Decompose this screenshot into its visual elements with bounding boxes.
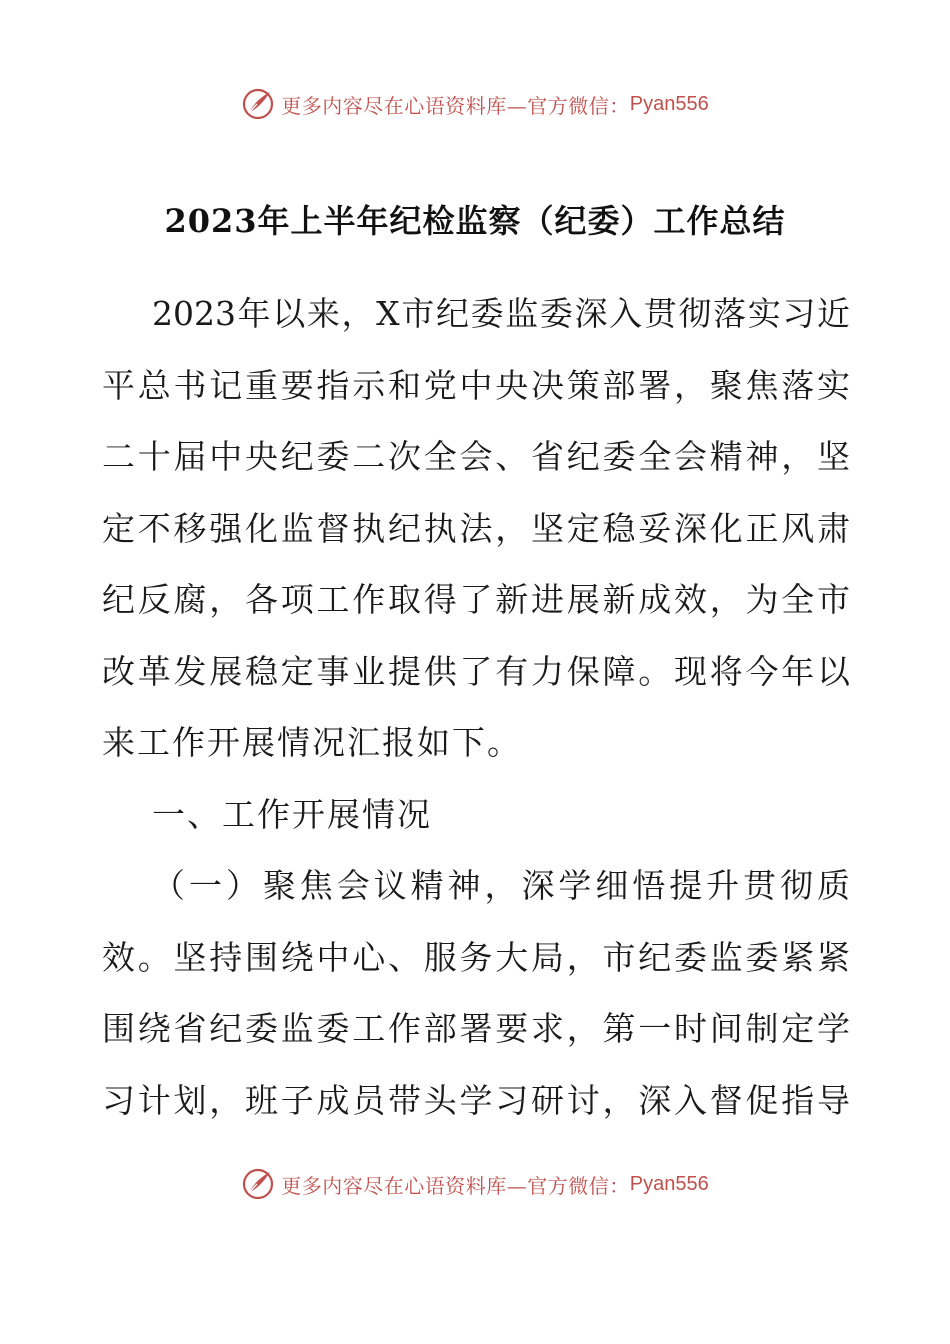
paragraph-line: 定不移强化监督执纪执法，坚定稳妥深化正风肃 xyxy=(102,508,850,548)
watermark-text: 更多内容尽在心语资料库—官方微信： xyxy=(281,1173,630,1198)
paragraph-line: 效。坚持围绕中心、服务大局，市纪委监委紧紧 xyxy=(102,937,850,977)
watermark-text: 更多内容尽在心语资料库—官方微信： xyxy=(281,93,630,118)
document-title: 2023年上半年纪检监察（纪委）工作总结 xyxy=(164,202,786,240)
watermark-wechat-id: Pyan556 xyxy=(629,92,709,115)
paragraph-line: 改革发展稳定事业提供了有力保障。现将今年以 xyxy=(102,651,850,691)
subsection-heading-line: （一）聚焦会议精神，深学细悟提升贯彻质 xyxy=(152,866,850,905)
paragraph-line: 围绕省纪委监委工作部署要求，第一时间制定学 xyxy=(102,1009,850,1048)
paragraph-line: 2023年以来，X市纪委监委深入贯彻落实习近 xyxy=(152,294,850,333)
section-heading: 一、工作开展情况 xyxy=(152,794,432,834)
quill-logo-icon xyxy=(241,87,275,121)
paragraph-line: 二十届中央纪委二次全会、省纪委全会精神，坚 xyxy=(102,437,850,476)
watermark-banner-bottom xyxy=(0,1164,950,1204)
quill-logo-icon xyxy=(241,1167,275,1201)
paragraph-line: 来工作开展情况汇报如下。 xyxy=(102,723,522,762)
watermark-wechat-id: Pyan556 xyxy=(629,1172,709,1195)
paragraph-line: 习计划，班子成员带头学习研讨，深入督促指导 xyxy=(102,1080,850,1120)
paragraph-line: 纪反腐，各项工作取得了新进展新成效，为全市 xyxy=(102,580,850,619)
document-body xyxy=(102,278,850,1136)
watermark-banner-top xyxy=(0,84,950,124)
paragraph-line: 平总书记重要指示和党中央决策部署，聚焦落实 xyxy=(102,365,850,405)
